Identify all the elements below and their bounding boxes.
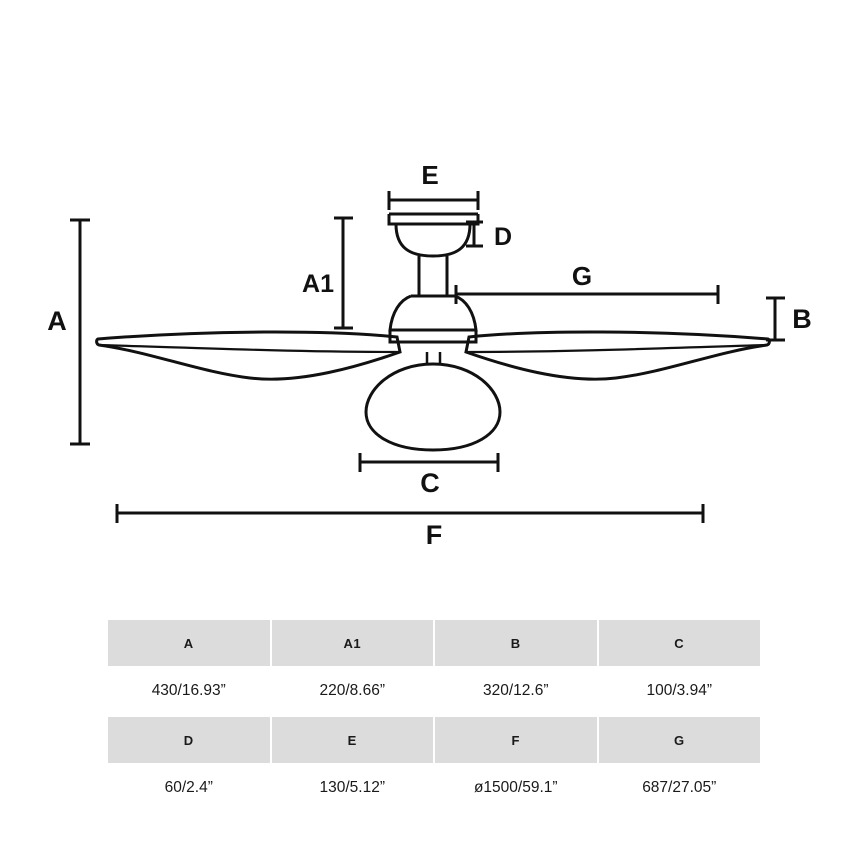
table-row (107, 764, 761, 813)
table-value-cell: 320/12.6” (434, 667, 598, 716)
motor-housing (390, 296, 476, 342)
dimension-label-A: A (47, 306, 67, 336)
dimension-spec-table (106, 618, 762, 814)
table-value-cell: 687/27.05” (598, 764, 762, 813)
table-row (107, 716, 761, 764)
table-header-cell: F (434, 716, 598, 764)
table-header-cell: C (598, 619, 762, 667)
table-value-cell: ø1500/59.1” (434, 764, 598, 813)
table-value-cell: 60/2.4” (107, 764, 271, 813)
dimension-label-F: F (425, 520, 443, 550)
table-header-cell: B (434, 619, 598, 667)
light-globe (366, 352, 500, 450)
table-header-cell: G (598, 716, 762, 764)
dimension-label-G: G (571, 261, 593, 291)
dimension-F (117, 504, 703, 523)
dimension-A1 (334, 218, 353, 328)
table-row (107, 667, 761, 716)
canopy-plate (389, 214, 478, 224)
table-header-cell: A (107, 619, 271, 667)
table-value-cell: 430/16.93” (107, 667, 271, 716)
dimension-label-A1: A1 (302, 270, 334, 298)
dimension-label-D: D (493, 223, 513, 251)
table-value-cell: 220/8.66” (271, 667, 435, 716)
dimension-label-B: B (792, 304, 812, 334)
fan-blade-left (97, 332, 400, 379)
dimension-B (766, 298, 785, 340)
downrod (419, 256, 447, 296)
table-value-cell: 100/3.94” (598, 667, 762, 716)
dimension-A (70, 220, 90, 444)
dimension-label-C: C (420, 468, 440, 498)
fan-blade-right (466, 332, 769, 379)
canopy-dome (396, 224, 470, 256)
table-header-cell: A1 (271, 619, 435, 667)
table-value-cell: 130/5.12” (271, 764, 435, 813)
table-row (107, 619, 761, 667)
dimension-label-E: E (421, 160, 439, 190)
dimension-E (389, 191, 478, 210)
table-header-cell: E (271, 716, 435, 764)
table-header-cell: D (107, 716, 271, 764)
